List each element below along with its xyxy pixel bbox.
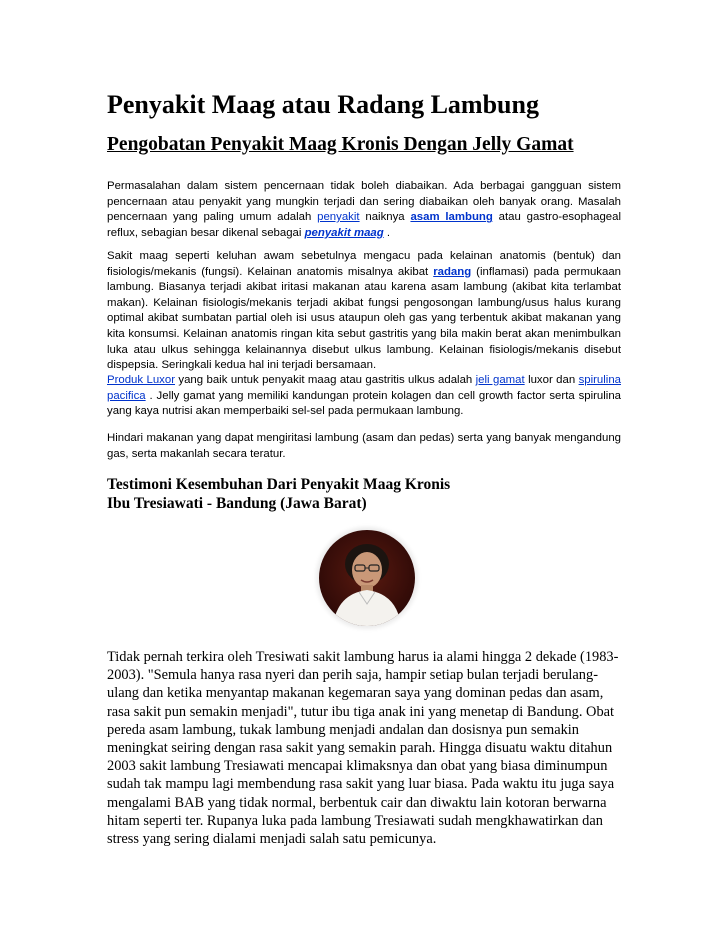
paragraph-text: luxor dan bbox=[524, 374, 579, 386]
paragraph-product bbox=[107, 373, 621, 420]
testimony-title: Testimoni Kesembuhan Dari Penyakit Maag Kronis bbox=[107, 476, 451, 493]
link-asam-lambung[interactable]: asam lambung bbox=[410, 211, 493, 224]
page-title: Penyakit Maag atau Radang Lambung bbox=[107, 90, 539, 119]
testimony-story: Tidak pernah terkira oleh Tresiwati sakit lambung harus ia alami hingga 2 dekade (1983-2003). "Semula hanya rasa nyeri dan perih saja, hampir setiap bulan terjadi berulang-ulang dan ketika menyantap makanan kegemaran saya yang dominan pedas dan asam, rasa sakit pun semakin menjadi", tutur ibu tiga anak ini yang menetap di Bandung. Obat pereda asam lambung, tukak lambung menjadi andalan dan dosisnya pun semakin meningkat seiring dengan rasa sakit yang semakin parah. Hingga disuatu waktu ditahun 2003 sakit lambung Tresiawati mencapai klimaksnya dan obat yang biasa diminumpun sudah tak mampu lagi membendung rasa sakit yang luar biasa. Pada waktu itu juga saya mengalami BAB yang tidak normal, berbentuk cair dan diwaktu lain kotoran berwarna hitam seperti ter. Rupanya luka pada lambung Tresiawati sudah mengkhawatirkan dan stress yang sering dialami menjadi salah satu pemicunya. bbox=[107, 649, 619, 848]
paragraph-text: Sakit maag seperti keluhan awam sebetulnya mengacu pada kelainan anatomis (bentuk) dan fisiologis/mekanis (fungsi). Kelainan anatomis misalnya akibat bbox=[107, 250, 621, 278]
paragraph-advice: Hindari makanan yang dapat mengiritasi lambung (asam dan pedas) serta yang banyak mengandung gas, serta makanlah secara teratur. bbox=[107, 432, 621, 460]
page-subtitle[interactable]: Pengobatan Penyakit Maag Kronis Dengan Jelly Gamat bbox=[107, 134, 574, 155]
paragraph-text: . bbox=[383, 226, 391, 239]
link-radang[interactable]: radang bbox=[433, 265, 472, 278]
link-produk-luxor[interactable]: Produk Luxor bbox=[107, 374, 175, 386]
link-penyakit-maag[interactable]: penyakit maag bbox=[304, 226, 384, 239]
paragraph-text: Permasalahan dalam sistem pencernaan tidak boleh diabaikan. Ada berbagai gangguan sistem pencernaan atau penyakit yang mungkin terjadi dan sering diabaikan oleh banyak orang. Masalah pencernaan yang paling umum adalah bbox=[107, 180, 621, 224]
person-portrait-icon bbox=[319, 530, 415, 626]
paragraph-text: atau gastro-esophageal reflux, sebagian besar dikenal sebagai bbox=[107, 211, 621, 239]
link-jeli-gamat[interactable]: jeli gamat bbox=[475, 374, 525, 386]
paragraph-intro bbox=[107, 179, 621, 241]
testimony-photo bbox=[319, 530, 415, 626]
paragraph-text: . Jelly gamat yang memiliki kandungan protein kolagen dan cell growth factor serta spirulina yang kaya nutrisi akan memperbaiki sel-sel pada permukaan lambung. bbox=[107, 389, 621, 418]
paragraph-text: naiknya bbox=[359, 211, 411, 224]
link-penyakit[interactable]: penyakit bbox=[317, 211, 360, 224]
testimony-heading bbox=[107, 475, 621, 513]
paragraph-explanation bbox=[107, 249, 621, 374]
link-spirulina-pacifica[interactable]: spirulina pacifica bbox=[107, 374, 621, 402]
paragraph-text: (inflamasi) pada permukaan lambung. Biasanya terjadi akibat iritasi makanan atau karena asam lambung (akibat kita terlambat makan). Kelainan fisiologis/mekanis terjadi akibat fungsi pengosongan lambung/usus halus kurang optimal akibat sumbatan partial oleh isi usus ataupun oleh gas yang terbentuk akibat makanan yang kita konsumsi. Kelainan anatomis ringan kita sebut gastritis yang bila makin berat akan menimbulkan luka atau ulkus sehingga kelainannya disebut ulkus lambung. Kelainan fisiologis/mekanis disebut dispepsia. Seringkali kedua hal ini terjadi bersamaan. bbox=[107, 265, 621, 372]
paragraph-text: yang baik untuk penyakit maag atau gastritis ulkus adalah bbox=[175, 374, 476, 386]
testimony-person: Ibu Tresiawati - Bandung (Jawa Barat) bbox=[107, 495, 367, 512]
